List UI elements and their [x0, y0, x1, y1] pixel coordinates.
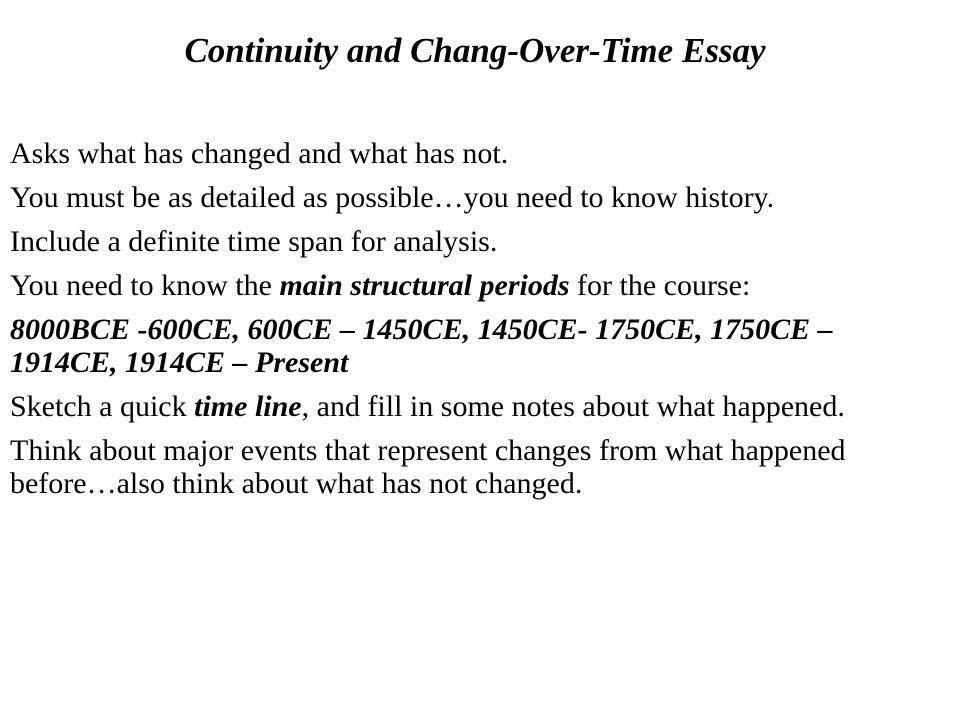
structural-periods-emphasis: main structural periods — [279, 269, 570, 302]
point-major-events: Think about major events that represent changes from what happened before…also think about what has not changed. — [10, 434, 846, 500]
time-line-emphasis: time line — [194, 390, 302, 423]
point-structural-periods-tail: for the course: — [569, 269, 751, 302]
point-structural-periods-lead: You need to know the — [10, 269, 280, 302]
point-detail: You must be as detailed as possible…you need to know history. — [10, 181, 775, 214]
point-period-list: 8000BCE -600CE, 600CE – 1450CE, 1450CE- 1750CE, 1750CE – 1914CE, 1914CE – Present — [10, 313, 833, 379]
slide-title: Continuity and Chang-Over-Time Essay — [184, 31, 766, 70]
point-time-line-tail: , and fill in some notes about what happened. — [301, 390, 845, 423]
point-time-line — [10, 390, 940, 423]
point-time-line-lead: Sketch a quick — [10, 390, 195, 423]
point-changes: Asks what has changed and what has not. — [10, 137, 509, 170]
point-time-span: Include a definite time span for analysis. — [10, 225, 498, 258]
point-structural-periods — [10, 269, 940, 302]
bullet-list — [10, 137, 940, 511]
